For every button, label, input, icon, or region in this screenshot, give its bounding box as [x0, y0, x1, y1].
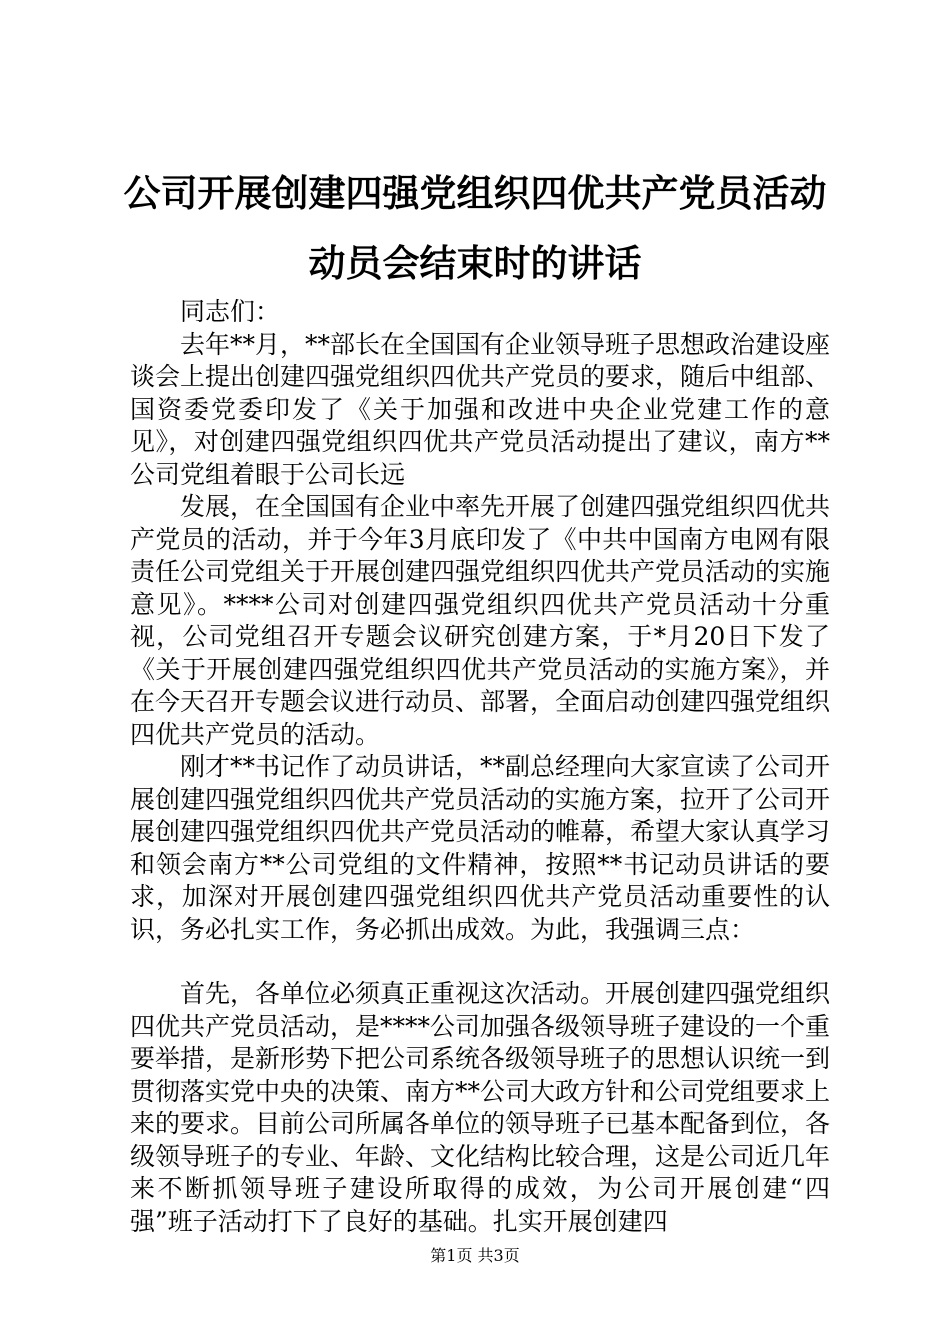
paragraph-3: 刚才**书记作了动员讲话，**副总经理向大家宣读了公司开展创建四强党组织四优共产党员活动的实施方案，拉开了公司开展创建四强党组织四优共产党员活动的帷幕，希望大家认真学习和领会南方**公司党组的文件精神，按照**书记动员讲话的要求，加深对开展创建四强党组织四优共产党员活动重要性的认识，务必扎实工作，务必抓出成效。为此，我强调三点： [130, 752, 831, 944]
paragraph-1: 去年**月，**部长在全国国有企业领导班子思想政治建设座谈会上提出创建四强党组织四优共产党员的要求，随后中组部、国资委党委印发了《关于加强和改进中央企业党建工作的意见》，对创建四强党组织四优共产党员活动提出了建议，南方**公司党组着眼于公司长远 [130, 329, 831, 489]
paragraph-2: 发展，在全国国有企业中率先开展了创建四强党组织四优共产党员的活动，并于今年3月底印发了《中共中国南方电网有限责任公司党组关于开展创建四强党组织四优共产党员活动的实施意见》。****公司对创建四强党组织四优共产党员活动十分重视，公司党组召开专题会议研究创建方案，于*月20日下发了《关于开展创建四强党组织四优共产党员活动的实施方案》，并在今天召开专题会议进行动员、部署，全面启动创建四强党组织四优共产党员的活动。 [130, 492, 831, 749]
page-footer: 第1页 共3页 [430, 1246, 520, 1265]
paragraph-4: 首先，各单位必须真正重视这次活动。开展创建四强党组织四优共产党员活动，是****公司加强各级领导班子建设的一个重要举措，是新形势下把公司系统各级领导班子的思想认识统一到贯彻落实党中央的决策、南方**公司大政方针和公司党组要求上来的要求。目前公司所属各单位的领导班子已基本配备到位，各级领导班子的专业、年龄、文化结构比较合理，这是公司近几年来不断抓领导班子建设所取得的成效，为公司开展创建“四强”班子活动打下了良好的基础。扎实开展创建四 [130, 979, 831, 1236]
document-body [130, 296, 830, 1238]
greeting: 同志们： [180, 297, 281, 326]
document-title: 公司开展创建四强党组织四优共产党员活动动员会结束时的讲话 [123, 171, 827, 285]
